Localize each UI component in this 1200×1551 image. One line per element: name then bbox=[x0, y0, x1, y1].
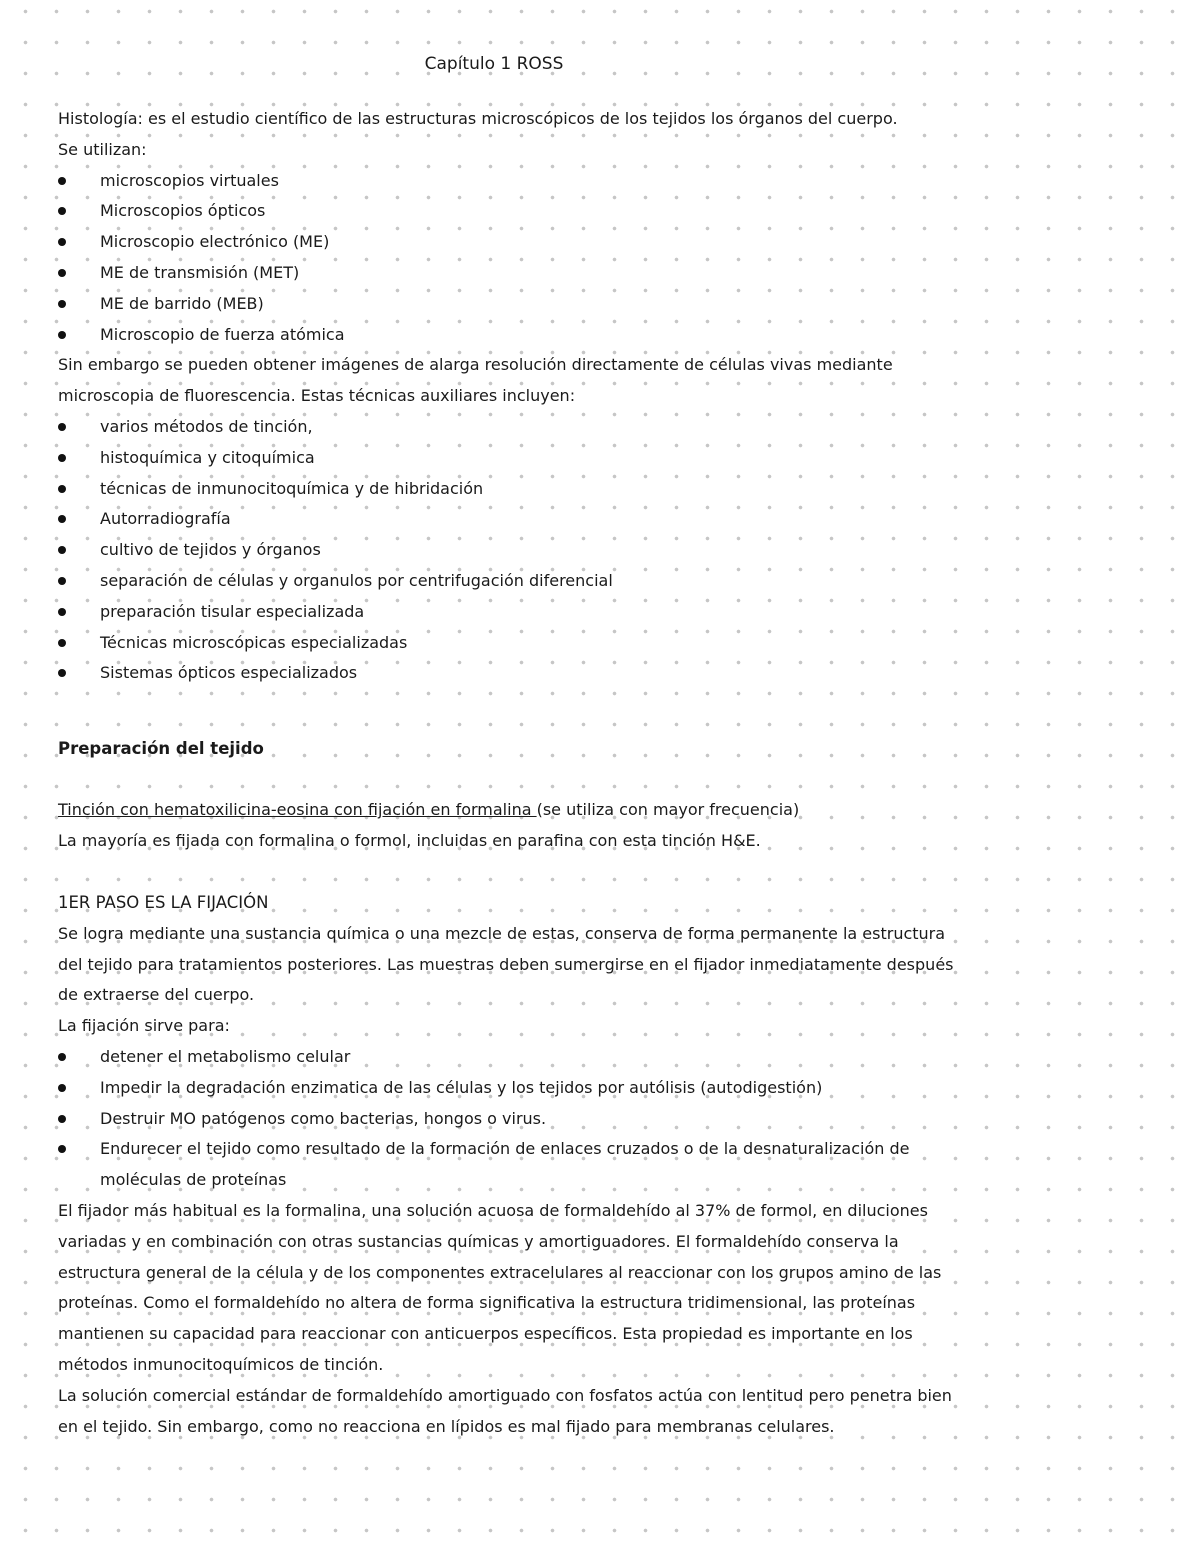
list-item: ME de barrido (MEB) bbox=[58, 289, 1158, 320]
fixation-section bbox=[58, 888, 1158, 1442]
list-item: ME de transmisión (MET) bbox=[58, 258, 1158, 289]
fixation-p2-line-5: mantienen su capacidad para reaccionar con anticuerpos específicos. Esta propiedad es importante en los bbox=[58, 1324, 913, 1344]
list-item: separación de células y organulos por centrifugación diferencial bbox=[58, 566, 1158, 597]
list-item: varios métodos de tinción, bbox=[58, 412, 1158, 443]
staining-underlined: Tinción con hematoxilicina-eosina con fijación en formalina bbox=[58, 800, 537, 819]
staining-line bbox=[58, 795, 1158, 826]
bullet-icon bbox=[58, 608, 66, 616]
however-line-1: Sin embargo se pueden obtener imágenes de alarga resolución directamente de células vivas mediante bbox=[58, 355, 893, 375]
fixation-p1-line-3: de extraerse del cuerpo. bbox=[58, 985, 255, 1005]
bullet-icon bbox=[58, 454, 66, 462]
list-item: preparación tisular especializada bbox=[58, 597, 1158, 628]
techniques-list bbox=[58, 412, 1158, 689]
fixation-p3-line-2: en el tejido. Sin embargo, como no reacciona en lípidos es mal fijado para membranas celulares. bbox=[58, 1416, 835, 1436]
list-item: Técnicas microscópicas especializadas bbox=[58, 628, 1158, 659]
preparation-heading: Preparación del tejido bbox=[58, 739, 264, 758]
bullet-icon bbox=[58, 1115, 66, 1123]
fixation-p2-line-1: El fijador más habitual es la formalina, una solución acuosa de formaldehído al 37% de formol, en diluciones bbox=[58, 1200, 928, 1220]
list-item: Microscopio electrónico (ME) bbox=[58, 227, 1158, 258]
fixation-p2-line-3: estructura general de la célula y de los componentes extracelulares al reaccionar con los grupos amino de las bbox=[58, 1262, 942, 1282]
list-item: Microscopio de fuerza atómica bbox=[58, 320, 1158, 351]
purposes-list bbox=[58, 1042, 1158, 1196]
list-item: cultivo de tejidos y órganos bbox=[58, 535, 1158, 566]
fixation-p2-line-6: métodos inmunocitoquímicos de tinción. bbox=[58, 1354, 384, 1374]
list-item: Endurecer el tejido como resultado de la formación de enlaces cruzados o de la desnaturalización de bbox=[58, 1134, 1158, 1165]
list-item: detener el metabolismo celular bbox=[58, 1042, 1158, 1073]
staining-note: (se utiliza con mayor frecuencia) bbox=[536, 800, 800, 819]
preparation-section bbox=[58, 734, 1158, 765]
microscopes-list bbox=[58, 166, 1158, 351]
list-item: Autorradiografía bbox=[58, 504, 1158, 535]
list-item: histoquímica y citoquímica bbox=[58, 443, 1158, 474]
list-item: técnicas de inmunocitoquímica y de hibridación bbox=[58, 474, 1158, 505]
bullet-icon bbox=[58, 177, 66, 185]
majority-line: La mayoría es fijada con formalina o formol, incluidas en parafina con esta tinción H&E. bbox=[58, 830, 761, 850]
bullet-icon bbox=[58, 238, 66, 246]
list-item: microscopios virtuales bbox=[58, 166, 1158, 197]
bullet-icon bbox=[58, 485, 66, 493]
fixation-p1-line-1: Se logra mediante una sustancia química o una mezcle de estas, conserva de forma permanente la estructura bbox=[58, 923, 946, 943]
bullet-icon bbox=[58, 577, 66, 585]
bullet-icon bbox=[58, 331, 66, 339]
list-item: Sistemas ópticos especializados bbox=[58, 658, 1158, 689]
however-line-2: microscopia de fluorescencia. Estas técnicas auxiliares incluyen: bbox=[58, 386, 576, 406]
fixation-p3-line-1: La solución comercial estándar de formaldehído amortiguado con fosfatos actúa con lentitud pero penetra bien bbox=[58, 1385, 952, 1405]
bullet-icon bbox=[58, 1145, 66, 1153]
bullet-icon bbox=[58, 1084, 66, 1092]
bullet-icon bbox=[58, 1053, 66, 1061]
bullet-icon bbox=[58, 515, 66, 523]
list-item-continuation: moléculas de proteínas bbox=[100, 1170, 287, 1190]
list-item: Microscopios ópticos bbox=[58, 196, 1158, 227]
document-title: Capítulo 1 ROSS bbox=[424, 54, 564, 74]
bullet-icon bbox=[58, 423, 66, 431]
fixation-p2-line-4: proteínas. Como el formaldehído no altera de forma significativa la estructura tridimensional, las proteínas bbox=[58, 1293, 916, 1313]
staining-section bbox=[58, 795, 1158, 857]
bullet-icon bbox=[58, 546, 66, 554]
fixation-heading: 1ER PASO ES LA FIJACIÓN bbox=[58, 893, 269, 912]
bullet-icon bbox=[58, 300, 66, 308]
fixation-p2-line-2: variadas y en combinación con otras sustancias químicas y amortiguadores. El formaldehído conserva la bbox=[58, 1231, 899, 1251]
bullet-icon bbox=[58, 639, 66, 647]
list-item: Destruir MO patógenos como bacterias, hongos o virus. bbox=[58, 1104, 1158, 1135]
serves-label: La fijación sirve para: bbox=[58, 1016, 230, 1036]
bullet-icon bbox=[58, 669, 66, 677]
fixation-p1-line-2: del tejido para tratamientos posteriores. Las muestras deben sumergirse en el fijador inmediatamente después bbox=[58, 954, 954, 974]
intro-section bbox=[58, 104, 1158, 689]
bullet-icon bbox=[58, 207, 66, 215]
bullet-icon bbox=[58, 269, 66, 277]
histology-definition: Histología: es el estudio científico de las estructuras microscópicos de los tejidos los órganos del cuerpo. bbox=[58, 109, 898, 128]
list-item: Impedir la degradación enzimatica de las células y los tejidos por autólisis (autodigestión) bbox=[58, 1073, 1158, 1104]
uses-label: Se utilizan: bbox=[58, 139, 147, 159]
